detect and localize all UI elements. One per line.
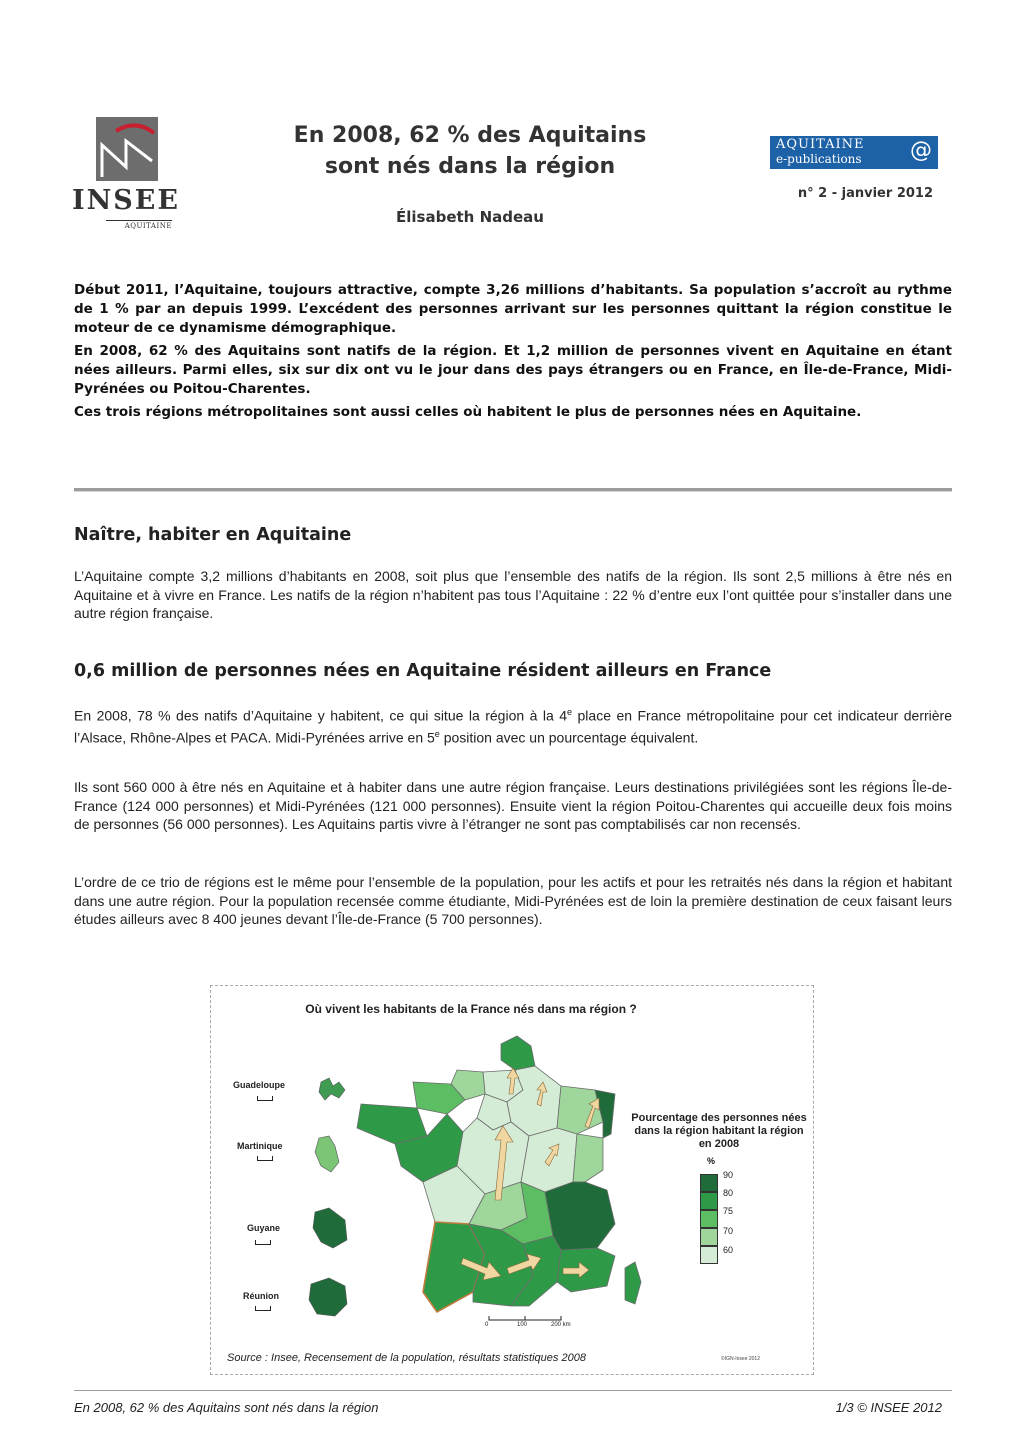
- legend-value: 60: [723, 1245, 734, 1255]
- footer-divider: [74, 1390, 952, 1391]
- region-franche-comte: [573, 1134, 603, 1182]
- legend-value: 70: [723, 1226, 734, 1236]
- guyane-shape: [313, 1208, 347, 1248]
- intro-summary: [74, 281, 952, 426]
- intro-paragraph-3: Ces trois régions métropolitaines sont aussi celles où habitent le plus de personnes nées en Aquitaine.: [74, 404, 862, 420]
- badge-line1: AQUITAINE: [776, 137, 865, 152]
- text-part: En 2008, 78 % des natifs d’Aquitaine y habitent, ce qui situe la région à la 4: [74, 707, 568, 724]
- figure-source: Source : Insee, Recensement de la population, résultats statistiques 2008: [227, 1352, 586, 1364]
- superscript: e: [567, 707, 573, 717]
- legend-unit: %: [707, 1156, 716, 1166]
- intro-paragraph-1: Début 2011, l’Aquitaine, toujours attractive, compte 3,26 millions d’habitants. Sa population s’accroît au rythme de 1 % par an depuis 1999. L’excédent des personnes arrivant sur les personnes quittant la région constitue le moteur de ce dynamisme démographique.: [74, 282, 952, 336]
- france-map: [211, 986, 813, 1374]
- scale-martinique: [257, 1156, 273, 1161]
- legend-value: 90: [723, 1170, 734, 1180]
- insee-logo-region: AQUITAINE: [106, 220, 172, 230]
- figure-code: ©IGN-Insee 2012: [721, 1356, 760, 1362]
- map-figure: [210, 985, 814, 1375]
- region-nord: [501, 1036, 535, 1070]
- section2-paragraph-1: [74, 703, 952, 747]
- legend-swatch-70: [700, 1228, 718, 1246]
- footer-page-copyright: 1/3 © INSEE 2012: [835, 1400, 942, 1415]
- author: Élisabeth Nadeau: [396, 208, 544, 226]
- insee-logo: [72, 115, 180, 235]
- legend-value: 80: [723, 1188, 734, 1198]
- text-part: position avec un pourcentage équivalent.: [439, 729, 699, 746]
- section1-paragraph: L’Aquitaine compte 3,2 millions d’habitants en 2008, soit plus que l’ensemble des natifs de la région. Ils sont 2,5 millions à être nés en Aquitaine et à vivre en France. Les natifs de la région n’habitent pas tous l’Aquitaine : 22 % d’entre eux l’ont quittée pour s’installer dans une autre région française.: [74, 568, 952, 621]
- figure-title: Où vivent les habitants de la France nés dans ma région ?: [305, 1002, 637, 1016]
- legend-swatch-60: [700, 1246, 718, 1264]
- insee-logo-word: INSEE: [72, 185, 180, 216]
- legend-value: 75: [723, 1206, 734, 1216]
- map-scale-bar: [489, 1316, 561, 1320]
- intro-paragraph-2: En 2008, 62 % des Aquitains sont natifs de la région. Et 1,2 million de personnes vivent en Aquitaine en étant nées ailleurs. Parmi elles, six sur dix ont vu le jour dans des pays étrangers ou en France, en Île-de-France, Midi-Pyrénées ou Poitou-Charentes.: [74, 343, 952, 397]
- legend-swatch-80: [700, 1192, 718, 1210]
- document-title-line2: sont nés dans la région: [324, 154, 616, 179]
- section-heading-ailleurs: 0,6 million de personnes nées en Aquitaine résident ailleurs en France: [74, 661, 772, 681]
- scale-guyane: [255, 1240, 271, 1245]
- document-title-line1: En 2008, 62 % des Aquitains: [293, 123, 647, 148]
- guadeloupe-shape: [319, 1078, 345, 1100]
- martinique-shape: [315, 1136, 339, 1172]
- text-part: place en France métropolitaine pour cet indicateur derrière l’Alsace, Rhône-Alpes et PACA. Midi-Pyrénées arrive en 5: [74, 707, 952, 746]
- section2-paragraph-2: Ils sont 560 000 à être nés en Aquitaine et à habiter dans une autre région française. Leurs destinations privilégiées sont les régions Île-de-France (124 000 personnes) et Midi-Pyrénées (121 000 personnes). Ensuite vient la région Poitou-Charentes qui accueille deux fois moins de personnes (56 000 personnes). Les Aquitains partis vivre à l’étranger ne sont pas comptabilisés car non recensés.: [74, 779, 952, 832]
- superscript: e: [434, 729, 440, 740]
- legend-swatch-75: [700, 1210, 718, 1228]
- badge-line2: e-publications: [776, 152, 862, 166]
- scale-guadeloupe: [257, 1096, 273, 1101]
- label-guyane: Guyane: [247, 1223, 281, 1233]
- legend-title: Pourcentage des personnes nées dans la région habitant la région en 2008: [631, 1112, 807, 1150]
- section-heading-naitre: Naître, habiter en Aquitaine: [74, 525, 352, 545]
- document-title: [250, 120, 690, 182]
- issue-number: n° 2 - janvier 2012: [797, 186, 933, 201]
- section2-paragraph-3: L’ordre de ce trio de régions est le même pour l’ensemble de la population, pour les actifs et pour les retraités nés dans la région et habitant dans une autre région. Pour la population recensée comme étudiante, Midi-Pyrénées est de loin la première destination de ceux faisant leurs études ailleurs avec 8 400 jeunes devant l’Île-de-France (5 700 personnes).: [74, 874, 952, 927]
- at-icon: @: [910, 138, 932, 163]
- aquitaine-epublications-badge: [770, 136, 938, 169]
- region-corse: [625, 1262, 641, 1304]
- legend-swatch-90: [700, 1174, 718, 1192]
- section-divider: [74, 488, 952, 492]
- footer-title: En 2008, 62 % des Aquitains sont nés dans la région: [74, 1400, 379, 1415]
- label-martinique: Martinique: [237, 1141, 283, 1151]
- scale-label-200: 200 km: [551, 1322, 571, 1328]
- label-reunion: Réunion: [243, 1291, 279, 1301]
- label-guadeloupe: Guadeloupe: [233, 1080, 286, 1090]
- scale-label-100: 100: [517, 1322, 528, 1328]
- insee-logo-mark: [96, 117, 158, 181]
- scale-reunion: [255, 1306, 271, 1311]
- reunion-shape: [309, 1278, 347, 1316]
- region-bretagne: [357, 1104, 427, 1144]
- scale-label-0: 0: [485, 1322, 489, 1328]
